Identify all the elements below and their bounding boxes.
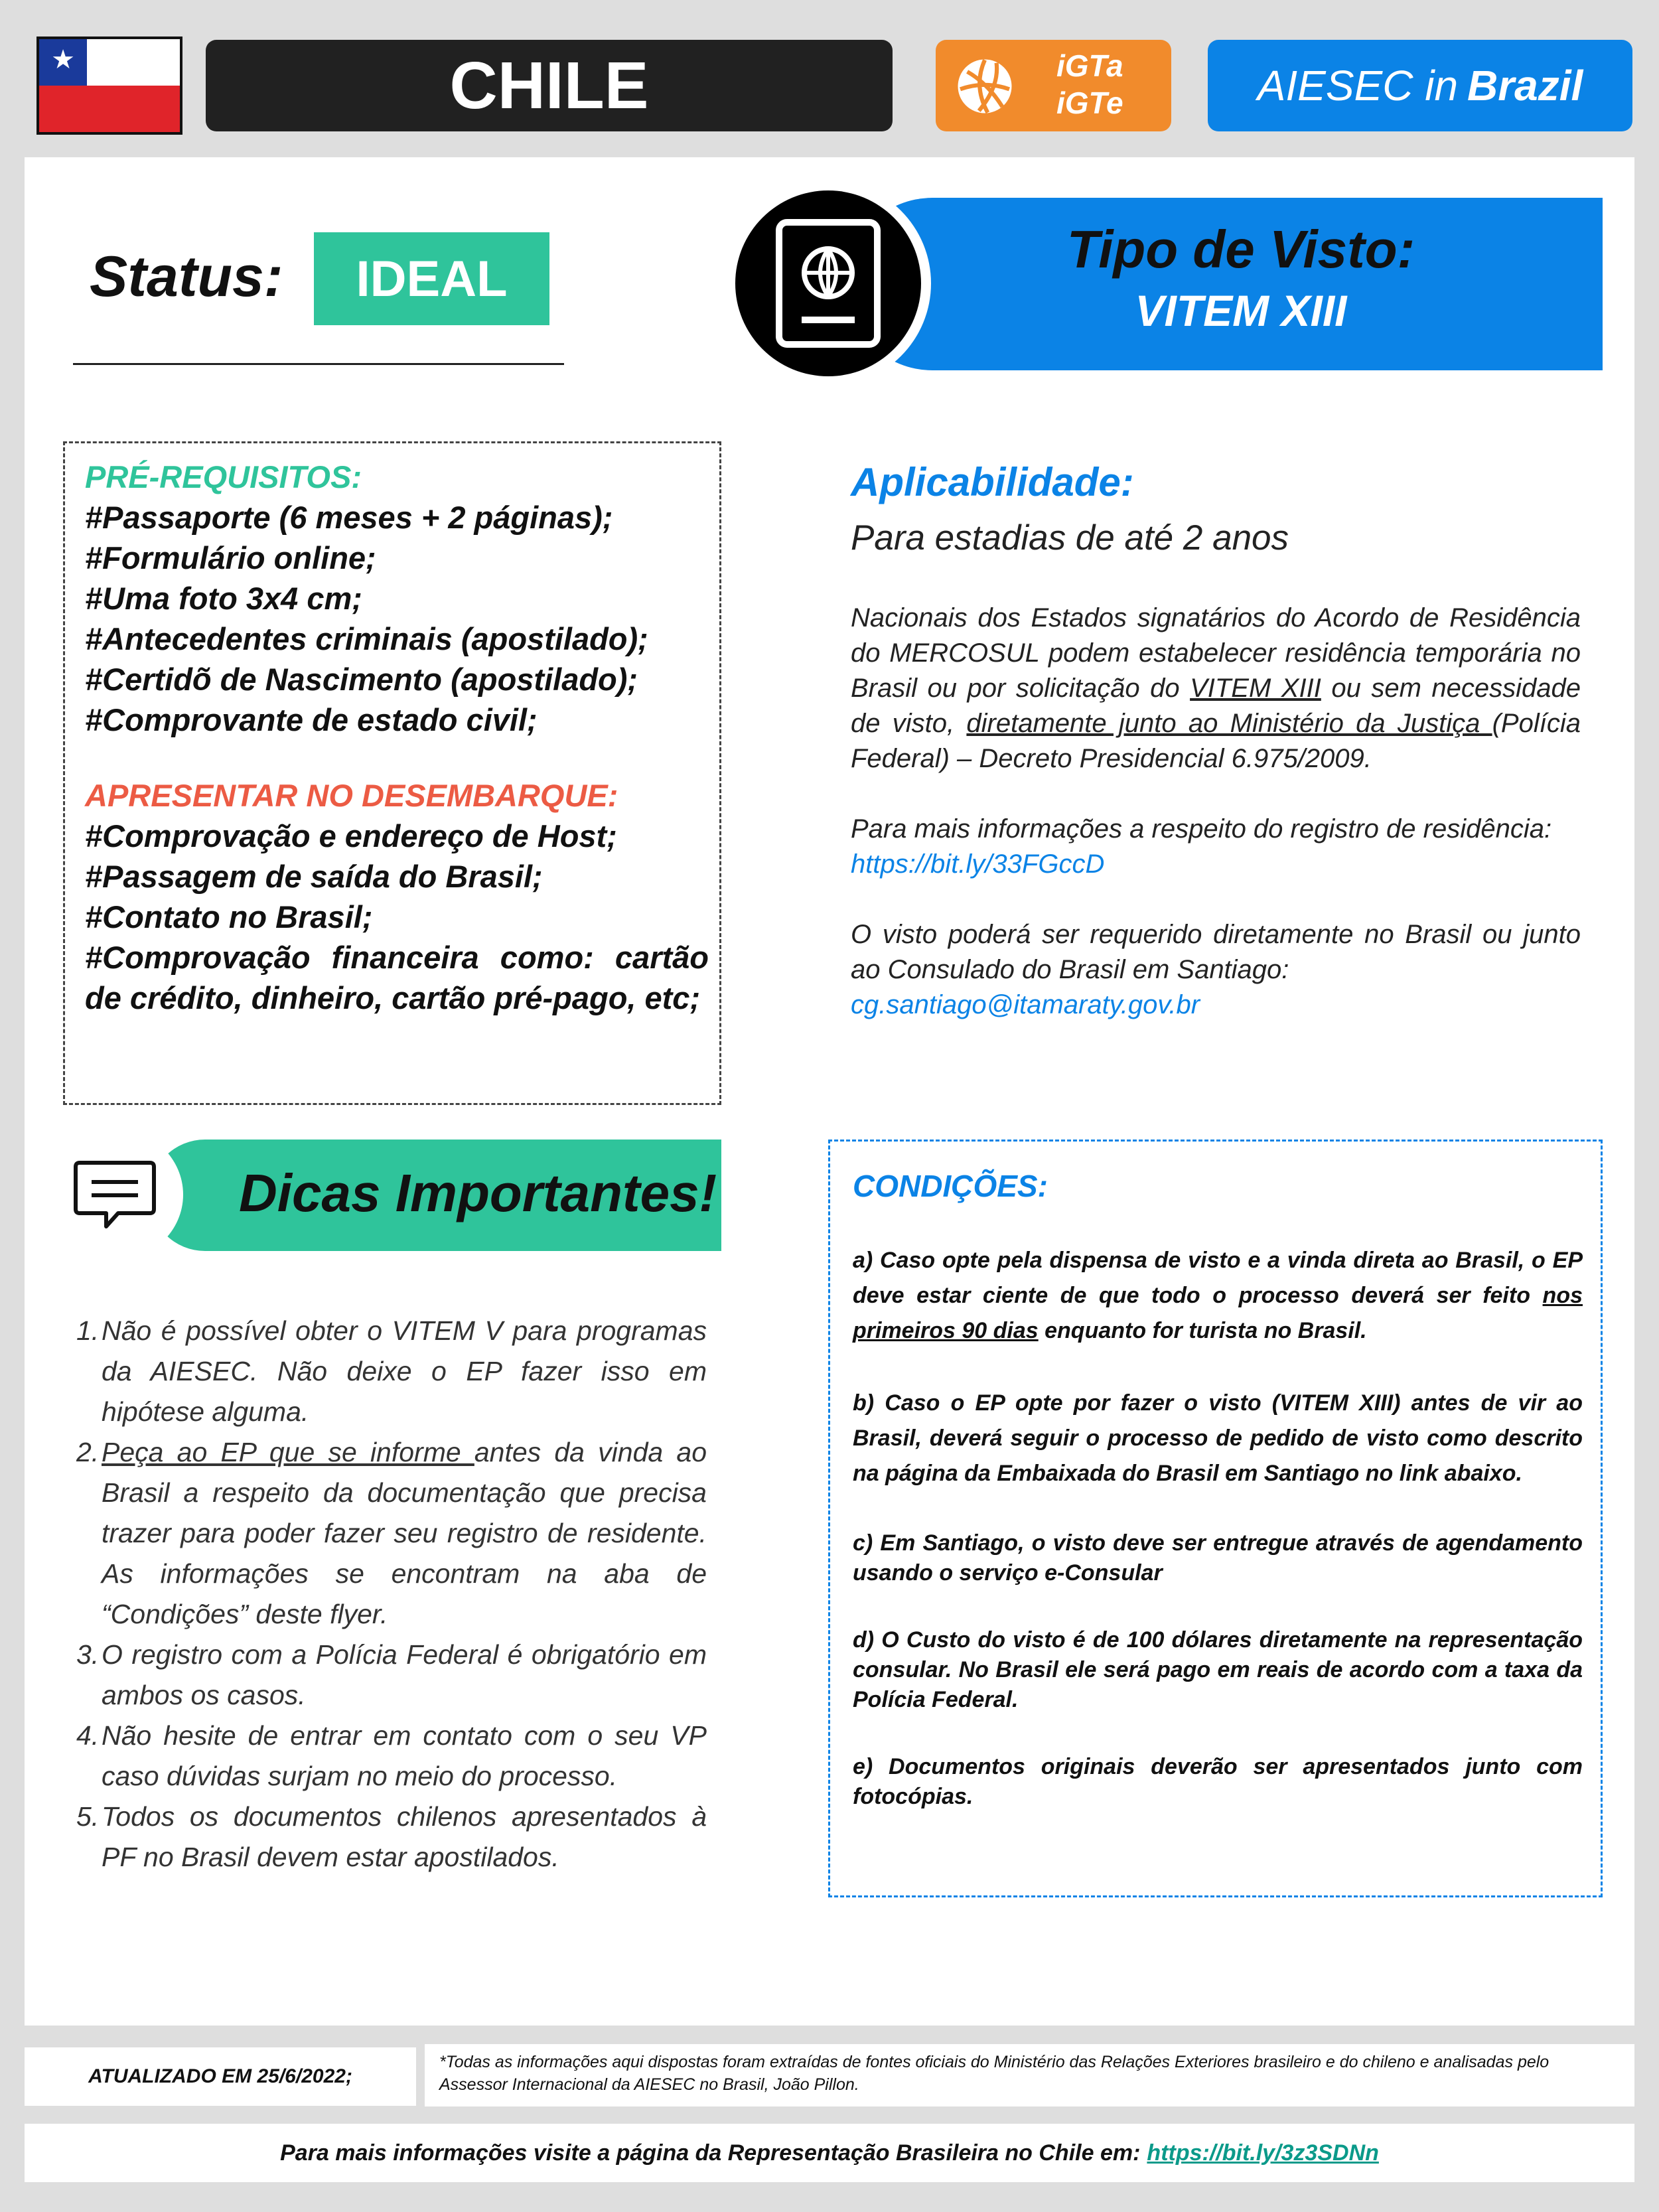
text: enquanto for turista no Brasil. <box>1038 1318 1367 1343</box>
condition-a <box>853 1243 1583 1349</box>
prereq-item: #Antecedentes criminais (apostilado); <box>85 621 648 656</box>
arrival-item: #Comprovação e endereço de Host; <box>85 818 617 853</box>
embassy-link[interactable]: https://bit.ly/3z3SDNn <box>1147 2140 1379 2166</box>
tip-number: 4. <box>76 1720 100 1751</box>
tip-number: 5. <box>76 1801 100 1832</box>
chat-bubble-icon <box>72 1157 158 1237</box>
tip-item <box>76 1311 707 1432</box>
passport-icon <box>768 217 888 350</box>
tip-text: Não é possível obter o VITEM V para programas da AIESEC. Não deixe o EP fazer isso em hipótese alguma. <box>102 1315 707 1427</box>
ministry-ref: diretamente junto ao Ministério da Justiça <box>966 709 1492 738</box>
visa-type-ref: VITEM XIII <box>1190 674 1321 703</box>
status-badge: IDEAL <box>314 232 549 325</box>
program-badge <box>936 40 1171 131</box>
tip-text: antes da vinda ao Brasil a respeito da documentação que precisa trazer para poder fazer seu registro de residente. As informações se encontram na aba de “Condições” deste flyer. <box>102 1437 707 1629</box>
text: O visto poderá ser requerido diretamente no Brasil ou junto ao Consulado do Brasil em Santiago: <box>851 920 1581 984</box>
condition-b: b) Caso o EP opte por fazer o visto (VITEM XIII) antes de vir ao Brasil, deverá seguir o processo de pedido de visto como descrito na página da Embaixada do Brasil em Santiago no link abaixo. <box>853 1390 1583 1486</box>
arrival-item: #Comprovação financeira como: cartão de crédito, dinheiro, cartão pré-pago, etc; <box>85 940 709 1015</box>
prereq-item: #Passaporte (6 meses + 2 páginas); <box>85 500 613 535</box>
org-country: Brazil <box>1467 62 1583 110</box>
tips-list <box>76 1311 707 1878</box>
conditions-title: CONDIÇÕES: <box>853 1169 1048 1203</box>
applicability-paragraph <box>851 917 1581 1023</box>
tip-number: 3. <box>76 1639 100 1670</box>
text: (Polícia Federal) – Decreto Presidencial 6.975/2009. <box>851 709 1581 773</box>
chile-flag-icon: ★ <box>36 37 182 135</box>
deadline-emphasis: nos primeiros 90 dias <box>853 1283 1583 1343</box>
text: a) Caso opte pela dispensa de visto e a vinda direta ao Brasil, o EP deve estar ciente de que todo o processo deverá ser feito <box>853 1248 1583 1308</box>
divider <box>73 363 564 365</box>
globe-icon <box>956 57 1014 115</box>
prerequisites-heading: PRÉ-REQUISITOS: <box>85 459 362 494</box>
applicability-title: Aplicabilidade: <box>851 460 1134 504</box>
applicability-body <box>851 601 1581 1058</box>
prereq-item: #Uma foto 3x4 cm; <box>85 581 362 616</box>
country-title: CHILE <box>206 40 893 131</box>
condition-d: d) O Custo do visto é de 100 dólares diretamente na representação consular. No Brasil ele será pago em reais de acordo com a taxa da Polícia Federal. <box>853 1627 1583 1712</box>
org-prefix: AIESEC in <box>1257 62 1459 110</box>
tip-text: Todos os documentos chilenos apresentados à PF no Brasil devem estar apostilados. <box>102 1801 707 1872</box>
updated-date: ATUALIZADO EM 25/6/2022; <box>25 2047 416 2106</box>
program-igte: iGTe <box>1056 86 1123 120</box>
applicability-paragraph <box>851 812 1581 882</box>
tips-title: Dicas Importantes! <box>239 1163 717 1222</box>
tip-item <box>76 1797 707 1878</box>
tip-text: O registro com a Polícia Federal é obrigatório em ambos os casos. <box>102 1639 707 1710</box>
tip-item <box>76 1432 707 1635</box>
prerequisites <box>85 457 709 1018</box>
more-info-text: Para mais informações visite a página da Representação Brasileira no Chile em: <box>280 2140 1141 2166</box>
visa-type: VITEM XIII <box>1135 286 1347 335</box>
org-badge <box>1208 40 1632 131</box>
program-igta: iGTa <box>1056 48 1123 83</box>
visa-info <box>956 219 1526 336</box>
tip-item <box>76 1635 707 1716</box>
applicability-paragraph <box>851 601 1581 776</box>
tip-number: 1. <box>76 1315 100 1346</box>
prereq-item: #Certidõ de Nascimento (apostilado); <box>85 662 638 697</box>
arrival-heading: APRESENTAR NO DESEMBARQUE: <box>85 778 618 813</box>
arrival-item: #Passagem de saída do Brasil; <box>85 859 543 894</box>
text: Nacionais dos Estados signatários do Acordo de Residência do MERCOSUL podem estabelecer residência temporária no Brasil ou por solicitação do <box>851 603 1581 703</box>
residence-link[interactable]: https://bit.ly/33FGccD <box>851 849 1105 879</box>
source-note: *Todas as informações aqui dispostas foram extraídas de fontes oficiais do Ministério das Relações Exteriores brasileiro e do chileno e analisadas pelo Assessor Internacional da AIESEC no Brasil, João Pillon. <box>425 2044 1634 2106</box>
text: ou sem necessidade de visto, <box>851 674 1581 738</box>
tip-text: Não hesite de entrar em contato com o seu VP caso dúvidas surjam no meio do processo. <box>102 1720 707 1791</box>
condition-c: c) Em Santiago, o visto deve ser entregue através de agendamento usando o serviço e-Consular <box>853 1530 1583 1585</box>
arrival-item: #Contato no Brasil; <box>85 899 373 934</box>
prereq-item: #Formulário online; <box>85 540 376 575</box>
tip-emphasis: Peça ao EP que se informe <box>102 1437 474 1467</box>
applicability-subtitle: Para estadias de até 2 anos <box>851 518 1289 557</box>
visa-title: Tipo de Visto: <box>1066 220 1415 279</box>
tip-item <box>76 1716 707 1797</box>
conditions-body <box>853 1243 1583 1849</box>
consulate-email-link[interactable]: cg.santiago@itamaraty.gov.br <box>851 990 1200 1019</box>
tip-number: 2. <box>76 1437 100 1467</box>
condition-e: e) Documentos originais deverão ser apresentados junto com fotocópias. <box>853 1754 1583 1809</box>
status-label: Status: <box>90 245 283 309</box>
text: Para mais informações a respeito do registro de residência: <box>851 814 1552 844</box>
more-info-bar <box>25 2124 1634 2182</box>
prereq-item: #Comprovante de estado civil; <box>85 702 538 737</box>
